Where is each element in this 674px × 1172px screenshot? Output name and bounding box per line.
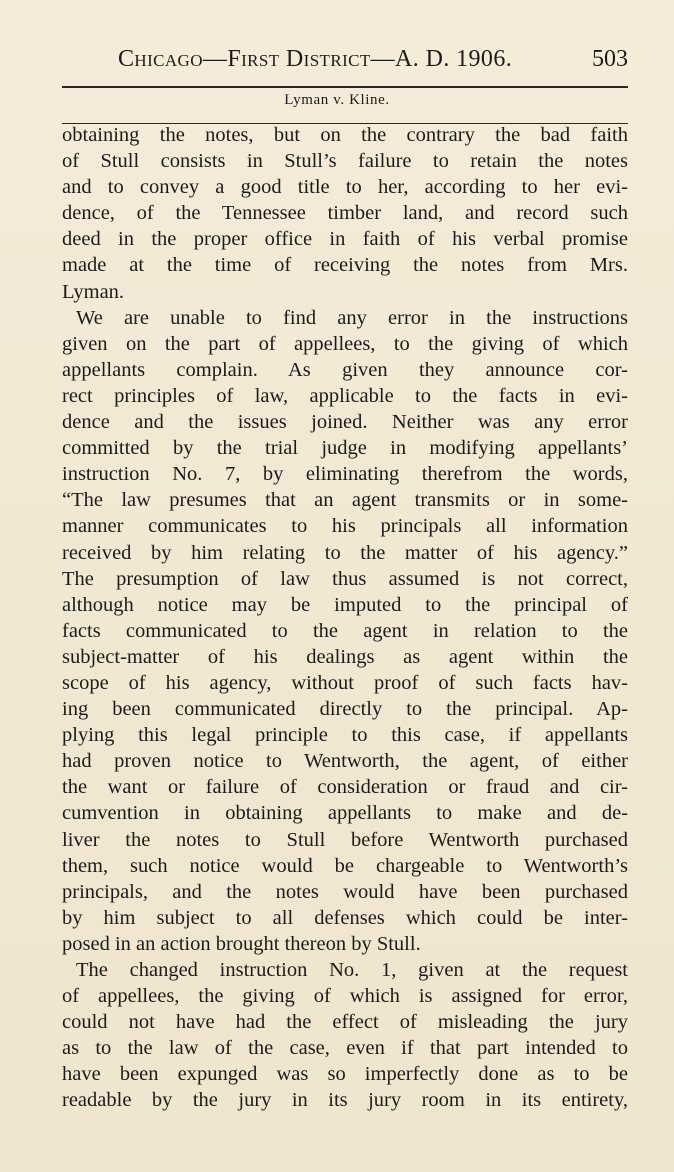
- case-name: Lyman v. Kline.: [284, 92, 390, 108]
- text-line: had proven notice to Wentworth, the agent, of either: [62, 750, 628, 773]
- text-line: of appellees, the giving of which is assigned for error,: [62, 985, 628, 1008]
- text-line: We are unable to find any error in the instructions: [76, 306, 628, 329]
- text-line: have been expunged was so imperfectly done as to be: [62, 1063, 628, 1086]
- text-line: dence and the issues joined. Neither was any error: [62, 411, 628, 434]
- text-line: posed in an action brought thereon by Stull.: [62, 932, 421, 955]
- text-line: received by him relating to the matter of his agency.”: [62, 541, 628, 564]
- text-line: as to the law of the case, even if that part intended to: [62, 1037, 628, 1060]
- running-head: [118, 46, 628, 76]
- text-line: rect principles of law, applicable to the facts in evi-: [62, 384, 628, 407]
- text-line: plying this legal principle to this case, if appellants: [62, 724, 628, 747]
- text-line: given on the part of appellees, to the giving of which: [62, 332, 628, 355]
- page-number: 503: [592, 46, 628, 72]
- text-line: and to convey a good title to her, according to her evi-: [62, 176, 628, 199]
- text-line: of Stull consists in Stull’s failure to retain the notes: [62, 150, 628, 173]
- text-line: facts communicated to the agent in relation to the: [62, 619, 628, 642]
- text-line: instruction No. 7, by eliminating therefrom the words,: [62, 463, 628, 486]
- text-line: liver the notes to Stull before Wentworth purchased: [62, 828, 628, 851]
- text-line: by him subject to all defenses which could be inter-: [62, 906, 628, 929]
- text-line: them, such notice would be chargeable to Wentworth’s: [62, 854, 628, 877]
- text-line: principals, and the notes would have been purchased: [62, 880, 628, 903]
- text-line: subject-matter of his dealings as agent within the: [62, 645, 628, 668]
- text-line: the want or failure of consideration or fraud and cir-: [62, 776, 628, 799]
- body-text: [62, 122, 628, 1114]
- text-line: dence, of the Tennessee timber land, and record such: [62, 202, 628, 225]
- text-line: readable by the jury in its jury room in its entirety,: [62, 1089, 628, 1112]
- text-line: could not have had the effect of misleading the jury: [62, 1011, 628, 1034]
- text-line: manner communicates to his principals all information: [62, 515, 628, 538]
- running-title: Chicago—First District—A. D. 1906.: [118, 46, 513, 72]
- text-line: made at the time of receiving the notes from Mrs.: [62, 254, 628, 277]
- text-line: “The law presumes that an agent transmits or in some-: [62, 489, 628, 512]
- text-line: scope of his agency, without proof of such facts hav-: [62, 671, 628, 694]
- text-line: although notice may be imputed to the principal of: [62, 593, 628, 616]
- text-line: The changed instruction No. 1, given at the request: [76, 959, 628, 981]
- text-line: obtaining the notes, but on the contrary the bad faith: [62, 124, 628, 146]
- text-line: appellants complain. As given they announce cor-: [62, 358, 628, 381]
- header-rule-top: [62, 86, 628, 88]
- text-line: committed by the trial judge in modifying appellants’: [62, 437, 628, 460]
- text-line: deed in the proper office in faith of his verbal promise: [62, 228, 628, 251]
- text-line: ing been communicated directly to the principal. Ap-: [62, 698, 628, 721]
- text-line: The presumption of law thus assumed is not correct,: [62, 567, 628, 590]
- text-line: cumvention in obtaining appellants to make and de-: [62, 802, 628, 825]
- text-line: Lyman.: [62, 280, 125, 303]
